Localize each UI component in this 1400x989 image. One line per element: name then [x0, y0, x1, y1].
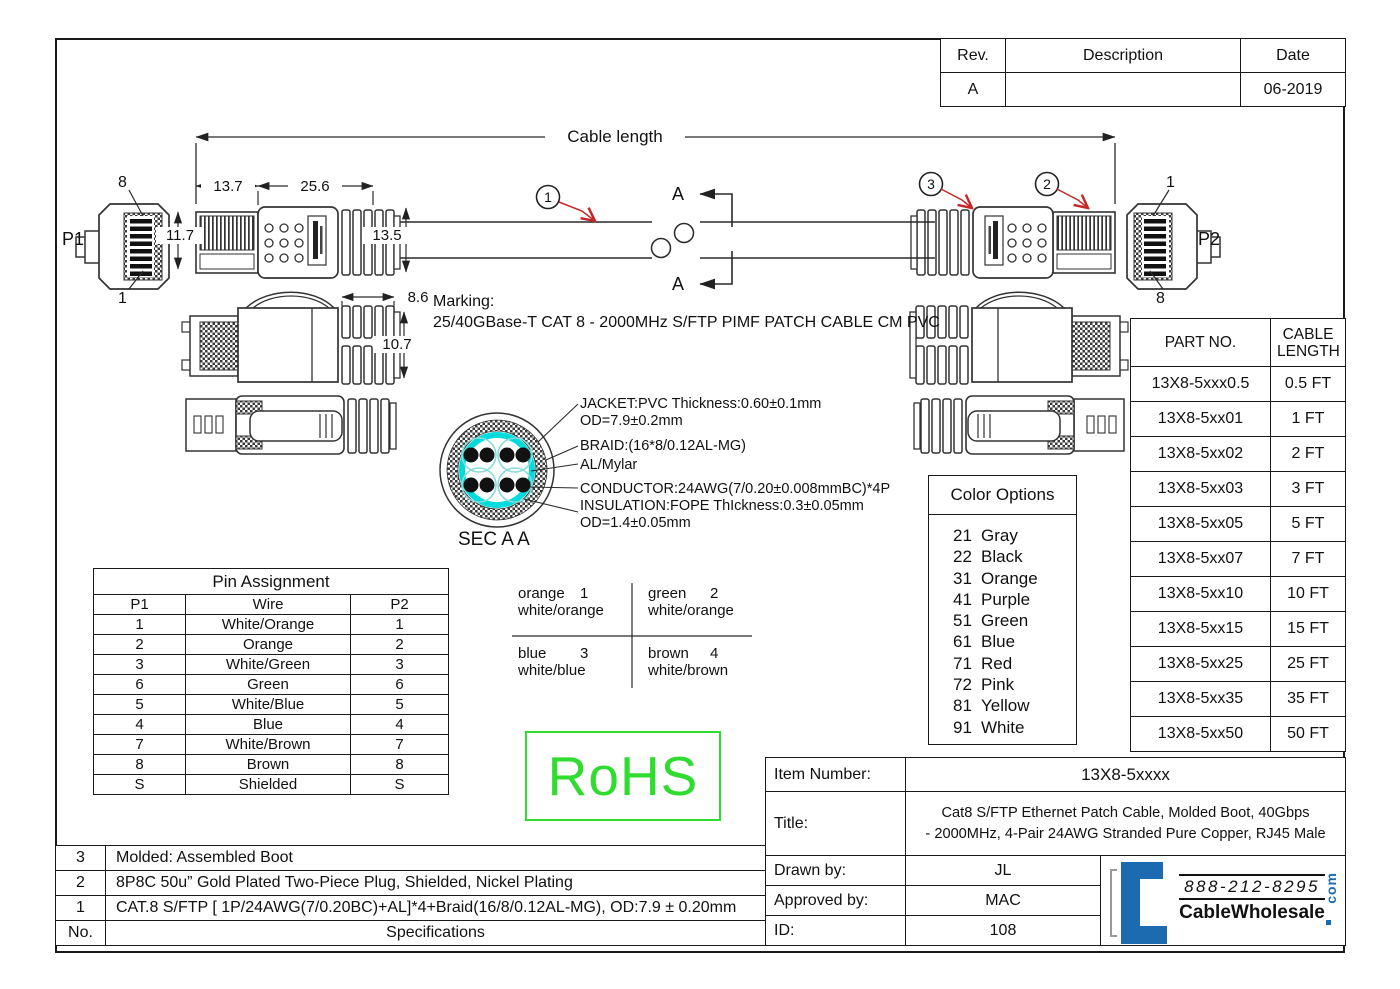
callout-mylar: AL/Mylar	[580, 457, 638, 473]
plug-side-view	[182, 292, 400, 384]
callout-jacket-line2: OD=7.9±0.2mm	[580, 413, 683, 429]
p2-pin8-label: 8	[1156, 290, 1165, 307]
pin-row: 7 White/Brown 7	[94, 735, 449, 755]
logo-domain: com	[1323, 872, 1339, 904]
color-option: 71 Red	[953, 653, 1013, 673]
date-value: 06-2019	[1241, 73, 1346, 107]
title-value: Cat8 S/FTP Ethernet Patch Cable, Molded Boot, 40Gbps - 2000MHz, 4-Pair 24AWG Stranded Pure Copper, RJ45 Male	[906, 792, 1346, 856]
marking-label: Marking:	[433, 293, 495, 310]
logo-name: CableWholesale	[1179, 902, 1325, 923]
section-cut-marks	[700, 194, 732, 284]
approved-by-label: Approved by:	[766, 886, 906, 916]
color-option: 41 Purple	[953, 589, 1031, 609]
cable-length-header: CABLE LENGTH	[1271, 319, 1346, 367]
drawn-by-label: Drawn by:	[766, 856, 906, 886]
color-options-box	[928, 475, 1077, 745]
cablewholesale-logo	[1101, 856, 1346, 946]
pin-row: S Shielded S	[94, 775, 449, 795]
rev-value: A	[941, 73, 1006, 107]
color-option: 61 Blue	[953, 632, 1016, 652]
color-option: 22 Black	[953, 547, 1023, 567]
rohs-label: RoHS	[547, 745, 699, 807]
color-option: 51 Green	[953, 611, 1029, 631]
wire-pair-2: green 2 white/orange	[648, 585, 734, 620]
wire-pair-1: orange 1 white/orange	[518, 585, 604, 620]
pin-header-p1: P1	[94, 595, 186, 615]
color-option: 81 Yellow	[953, 696, 1030, 716]
callout-insulation-od: OD=1.4±0.05mm	[580, 515, 691, 531]
part-row: 13X8-5xx50 50 FT	[1131, 717, 1346, 752]
part-row: 13X8-5xx15 15 FT	[1131, 612, 1346, 647]
rohs-badge	[525, 731, 721, 821]
spec-no-header: No.	[56, 921, 106, 946]
pin-row: 1 White/Orange 1	[94, 615, 449, 635]
color-option: 72 Pink	[953, 675, 1015, 695]
id-label: ID:	[766, 916, 906, 946]
section-a-bottom-label: A	[672, 274, 685, 294]
marking-text: 25/40GBase-T CAT 8 - 2000MHz S/FTP PIMF PATCH CABLE CM PVC	[433, 314, 940, 331]
spec-footer-row	[56, 921, 766, 946]
logo-phone: 888-212-8295	[1179, 874, 1325, 900]
cable-lines	[400, 222, 935, 258]
part-number-table	[1130, 318, 1346, 752]
date-header: Date	[1241, 39, 1346, 73]
part-row: 13X8-5xx01 1 FT	[1131, 402, 1346, 437]
pin-assignment-table	[93, 568, 449, 795]
part-no-header: PART NO.	[1131, 319, 1271, 367]
pin-row: 5 White/Blue 5	[94, 695, 449, 715]
callout-jacket-line1: JACKET:PVC Thickness:0.60±0.1mm	[580, 396, 822, 412]
part-row: 13X8-5xx02 2 FT	[1131, 437, 1346, 472]
callout-insulation: INSULATION:FOPE ThIckness:0.3±0.05mm	[580, 498, 864, 514]
section-view-label: SEC A A	[458, 529, 530, 550]
color-option: 91 White	[953, 717, 1025, 737]
section-a-top-label: A	[672, 184, 685, 204]
cable-length-label: Cable length	[545, 127, 685, 147]
description-value	[1006, 73, 1241, 107]
part-row: 13X8-5xx35 35 FT	[1131, 682, 1346, 717]
pin-header-wire: Wire	[186, 595, 351, 615]
dim-25-6: 25.6	[288, 178, 342, 195]
p1-label: P1	[62, 229, 85, 249]
pin-row: 8 Brown 8	[94, 755, 449, 775]
dim-11-7: 11.7	[156, 227, 204, 244]
pin-row: 6 Green 6	[94, 675, 449, 695]
balloon-3-number: 3	[927, 176, 935, 192]
approved-by-value: MAC	[906, 886, 1101, 916]
pin-row: 3 White/Green 3	[94, 655, 449, 675]
plug-bottom-view	[186, 396, 396, 454]
p1-pin1-label: 1	[118, 290, 127, 307]
pin-row: 2 Orange 2	[94, 635, 449, 655]
part-row: 13X8-5xx07 7 FT	[1131, 542, 1346, 577]
description-header: Description	[1006, 39, 1241, 73]
balloon-1-number: 1	[544, 189, 552, 205]
specifications-table	[55, 845, 766, 946]
rev-header: Rev.	[941, 39, 1006, 73]
spec-row: 1 CAT.8 S/FTP [ 1P/24AWG(7/0.20BC)+AL]*4+Braid(16/8/0.12AL-MG), OD:7.9 ± 0.20mm	[56, 896, 766, 921]
part-row: 13X8-5xx10 10 FT	[1131, 577, 1346, 612]
drawn-by-value: JL	[906, 856, 1101, 886]
spec-header: Specifications	[106, 921, 766, 946]
callout-conductor: CONDUCTOR:24AWG(7/0.20±0.008mmBC)*4P	[580, 481, 891, 497]
revision-table	[940, 38, 1346, 107]
part-row: 13X8-5xxx0.5 0.5 FT	[1131, 367, 1346, 402]
spec-row: 3 Molded: Assembled Boot	[56, 846, 766, 871]
part-row: 13X8-5xx03 3 FT	[1131, 472, 1346, 507]
balloon-2-number: 2	[1043, 176, 1051, 192]
wire-pair-3: blue 3 white/blue	[518, 645, 589, 680]
item-number-value: 13X8-5xxxx	[906, 758, 1346, 792]
logo-dot	[1326, 920, 1331, 925]
connector-front-view	[76, 204, 169, 289]
dim-13-5: 13.5	[363, 227, 411, 244]
pin-table-title: Pin Assignment	[94, 569, 449, 595]
color-options-title: Color Options	[929, 476, 1076, 515]
dim-8-6: 8.6	[407, 289, 429, 306]
pin-header-p2: P2	[351, 595, 449, 615]
item-number-label: Item Number:	[766, 758, 906, 792]
id-value: 108	[906, 916, 1101, 946]
part-row: 13X8-5xx25 25 FT	[1131, 647, 1346, 682]
color-option: 21 Gray	[953, 526, 1018, 545]
dim-13-7: 13.7	[201, 178, 255, 195]
callout-braid: BRAID:(16*8/0.12AL-MG)	[580, 438, 747, 454]
dim-10-7: 10.7	[373, 336, 421, 353]
p2-pin1-label: 1	[1166, 174, 1175, 191]
part-row: 13X8-5xx05 5 FT	[1131, 507, 1346, 542]
spec-row: 2 8P8C 50u” Gold Plated Two-Piece Plug, Shielded, Nickel Plating	[56, 871, 766, 896]
wire-pair-4: brown 4 white/brown	[648, 645, 729, 680]
title-block	[765, 757, 1346, 946]
pin-row: 4 Blue 4	[94, 715, 449, 735]
color-option: 31 Orange	[953, 568, 1038, 588]
color-options-list	[929, 515, 1076, 738]
cablewholesale-c-icon	[1107, 860, 1177, 946]
p1-pin8-label: 8	[118, 174, 127, 191]
p2-label: P2	[1198, 229, 1221, 249]
title-label: Title:	[766, 792, 906, 856]
